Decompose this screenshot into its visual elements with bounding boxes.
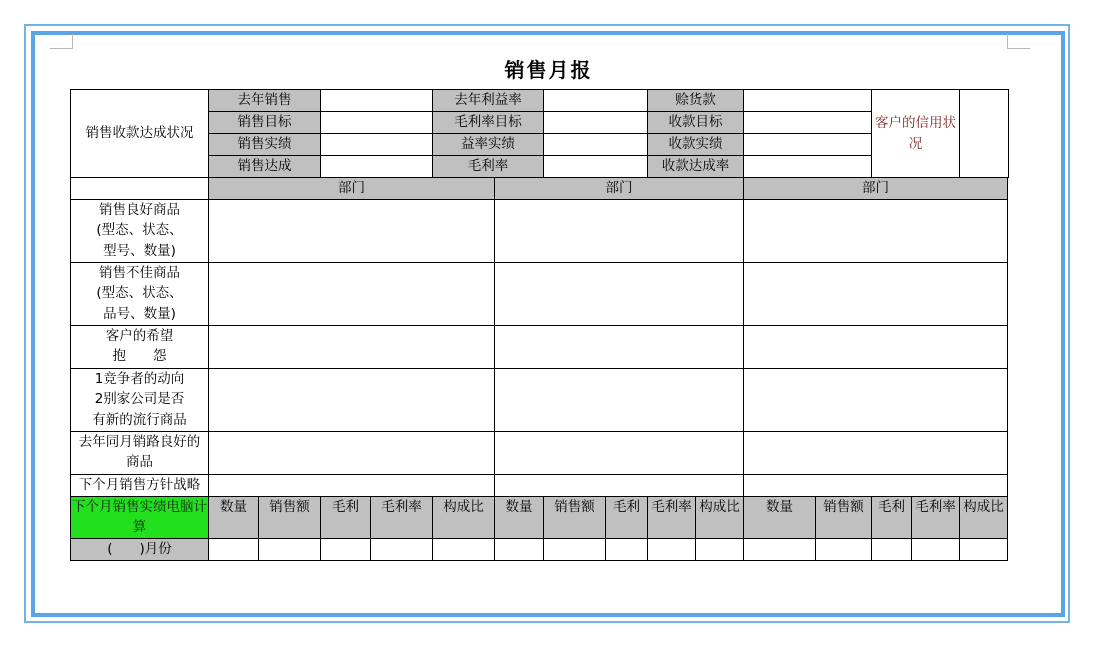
plan-col-margin-3: 毛利率 — [912, 496, 960, 538]
plan-col-sales-3: 销售额 — [816, 496, 872, 538]
section-cell-dept2[interactable] — [495, 368, 744, 431]
document-title: 销售月报 — [504, 58, 593, 82]
plan-col-sales-1: 销售额 — [259, 496, 321, 538]
section-cell-dept3[interactable] — [744, 474, 1008, 496]
page-corner-mark-left — [50, 34, 73, 49]
summary-label-r1c3: 赊货款 — [648, 90, 744, 112]
summary-label-r4c1: 销售达成 — [209, 156, 321, 178]
summary-value-cell[interactable] — [744, 134, 872, 156]
summary-value-cell[interactable] — [321, 112, 433, 134]
plan-value-cell[interactable] — [259, 538, 321, 560]
section-cell-dept3[interactable] — [744, 199, 1008, 262]
department-header-1: 部门 — [209, 178, 495, 200]
plan-value-cell[interactable] — [744, 538, 816, 560]
summary-value-cell[interactable] — [544, 112, 648, 134]
credit-status-value[interactable] — [960, 90, 1009, 178]
section-cell-dept3[interactable] — [744, 368, 1008, 431]
summary-label-r2c3: 收款目标 — [648, 112, 744, 134]
summary-value-cell[interactable] — [321, 134, 433, 156]
plan-col-margin-1: 毛利率 — [371, 496, 433, 538]
plan-value-cell[interactable] — [495, 538, 544, 560]
plan-month-label: ( )月份 — [71, 538, 209, 560]
plan-value-cell[interactable] — [648, 538, 696, 560]
plan-col-profit-2: 毛利 — [606, 496, 648, 538]
summary-label-r2c1: 销售目标 — [209, 112, 321, 134]
section-label-last-year-best: 去年同月销路良好的 商品 — [71, 431, 209, 474]
section-cell-dept1[interactable] — [209, 474, 495, 496]
section-cell-dept2[interactable] — [495, 199, 744, 262]
plan-value-cell[interactable] — [321, 538, 371, 560]
section-cell-dept2[interactable] — [495, 474, 744, 496]
section-label-customer-feedback: 客户的希望 抱 怨 — [71, 325, 209, 368]
summary-label-r4c3: 收款达成率 — [648, 156, 744, 178]
plan-col-share-3: 构成比 — [960, 496, 1008, 538]
summary-row-label: 销售收款达成状况 — [71, 90, 209, 178]
plan-col-qty-3: 数量 — [744, 496, 816, 538]
plan-col-profit-1: 毛利 — [321, 496, 371, 538]
summary-value-cell[interactable] — [544, 156, 648, 178]
summary-value-cell[interactable] — [744, 90, 872, 112]
summary-value-cell[interactable] — [744, 156, 872, 178]
credit-status-label: 客户的信用状况 — [872, 90, 960, 178]
plan-col-margin-2: 毛利率 — [648, 496, 696, 538]
plan-col-sales-2: 销售额 — [544, 496, 606, 538]
plan-value-cell[interactable] — [696, 538, 744, 560]
plan-value-cell[interactable] — [816, 538, 872, 560]
plan-value-cell[interactable] — [209, 538, 259, 560]
department-header-2: 部门 — [495, 178, 744, 200]
section-cell-dept2[interactable] — [495, 325, 744, 368]
section-cell-dept1[interactable] — [209, 262, 495, 325]
plan-value-cell[interactable] — [960, 538, 1008, 560]
summary-value-cell[interactable] — [544, 134, 648, 156]
plan-value-cell[interactable] — [371, 538, 433, 560]
summary-label-r1c1: 去年销售 — [209, 90, 321, 112]
plan-value-cell[interactable] — [544, 538, 606, 560]
section-label-next-month-strategy: 下个月销售方针战略 — [71, 474, 209, 496]
next-month-plan-label: 下个月销售实绩电脑计算 — [71, 496, 209, 538]
summary-label-r3c3: 收款实绩 — [648, 134, 744, 156]
section-cell-dept3[interactable] — [744, 262, 1008, 325]
section-cell-dept2[interactable] — [495, 431, 744, 474]
page-corner-mark-right — [1007, 34, 1030, 49]
plan-col-qty-1: 数量 — [209, 496, 259, 538]
section-cell-dept2[interactable] — [495, 262, 744, 325]
section-label-poor-products: 销售不佳商品 (型态、状态、 品号、数量) — [71, 262, 209, 325]
plan-col-profit-3: 毛利 — [872, 496, 912, 538]
plan-value-cell[interactable] — [606, 538, 648, 560]
summary-label-r1c2: 去年利益率 — [433, 90, 544, 112]
section-cell-dept3[interactable] — [744, 431, 1008, 474]
plan-value-cell[interactable] — [433, 538, 495, 560]
plan-col-qty-2: 数量 — [495, 496, 544, 538]
summary-value-cell[interactable] — [744, 112, 872, 134]
section-label-good-products: 销售良好商品 (型态、状态、 型号、数量) — [71, 199, 209, 262]
section-cell-dept1[interactable] — [209, 199, 495, 262]
section-cell-dept1[interactable] — [209, 368, 495, 431]
sales-report-table — [70, 89, 1009, 561]
department-header-3: 部门 — [744, 178, 1008, 200]
section-cell-dept3[interactable] — [744, 325, 1008, 368]
plan-value-cell[interactable] — [912, 538, 960, 560]
section-cell-dept1[interactable] — [209, 325, 495, 368]
summary-label-r3c2: 益率实绩 — [433, 134, 544, 156]
section-cell-dept1[interactable] — [209, 431, 495, 474]
plan-col-share-2: 构成比 — [696, 496, 744, 538]
summary-label-r2c2: 毛利率目标 — [433, 112, 544, 134]
section-label-competitors: 1竞争者的动向 2别家公司是否 有新的流行商品 — [71, 368, 209, 431]
summary-value-cell[interactable] — [321, 156, 433, 178]
summary-label-r4c2: 毛利率 — [433, 156, 544, 178]
summary-value-cell[interactable] — [544, 90, 648, 112]
summary-value-cell[interactable] — [321, 90, 433, 112]
plan-value-cell[interactable] — [872, 538, 912, 560]
plan-col-share-1: 构成比 — [433, 496, 495, 538]
summary-label-r3c1: 销售实绩 — [209, 134, 321, 156]
department-header-blank — [71, 178, 209, 200]
